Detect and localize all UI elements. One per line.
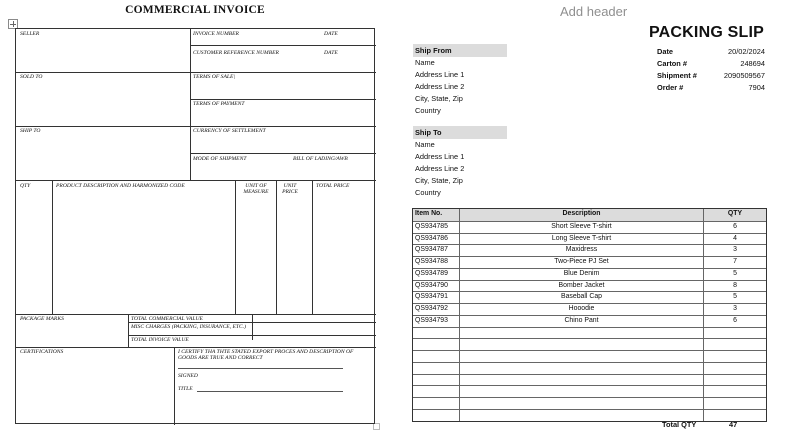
sold-to-label: SOLD TO bbox=[20, 74, 43, 80]
item-no-cell bbox=[413, 363, 460, 374]
items-table bbox=[412, 208, 767, 422]
add-header-placeholder[interactable]: Add header bbox=[560, 4, 628, 19]
table-row bbox=[413, 315, 766, 327]
description-cell bbox=[460, 328, 704, 339]
item-no-cell bbox=[413, 339, 460, 350]
description-cell: Two-Piece PJ Set bbox=[460, 257, 704, 268]
address-line: Country bbox=[415, 188, 441, 197]
qty-cell: 5 bbox=[733, 269, 737, 277]
divider bbox=[16, 180, 376, 181]
description-header: Description bbox=[460, 209, 704, 221]
description-cell: Maxidress bbox=[460, 245, 704, 256]
item-no-cell: QS934786 bbox=[413, 234, 460, 245]
commercial-invoice-title: COMMERCIAL INVOICE bbox=[125, 4, 265, 16]
divider bbox=[16, 126, 376, 127]
mode-of-shipment-label: MODE OF SHIPMENT bbox=[193, 156, 247, 162]
table-row bbox=[413, 303, 766, 315]
ship-to-address bbox=[415, 139, 464, 199]
item-no-cell: QS934785 bbox=[413, 222, 460, 233]
qty-header: QTY bbox=[20, 183, 31, 189]
divider bbox=[190, 153, 376, 154]
qty-cell: 7 bbox=[733, 258, 737, 265]
qty-cell bbox=[704, 328, 766, 339]
table-row bbox=[413, 350, 766, 362]
description-cell: Bomber Jacket bbox=[460, 281, 704, 292]
qty-cell bbox=[704, 363, 766, 374]
commercial-invoice-form bbox=[15, 28, 375, 424]
unit-price-header: UNIT PRICE bbox=[282, 183, 298, 195]
bill-of-lading-label: BILL OF LADING/AWB bbox=[293, 156, 348, 162]
table-row bbox=[413, 233, 766, 245]
ship-from-address bbox=[415, 57, 464, 117]
qty-cell bbox=[704, 375, 766, 386]
total-commercial-value-label: TOTAL COMMERCIAL VALUE bbox=[131, 316, 203, 322]
divider bbox=[16, 347, 376, 348]
certify-statement: I CERTIFY THA THTE STATED EXPORT PROCES AND DESCRIPTION OF GOODS ARE TRUE AND CORRECT bbox=[178, 349, 354, 361]
qty-cell: 4 bbox=[733, 234, 737, 242]
table-header-row bbox=[413, 209, 766, 221]
item-no-cell bbox=[413, 375, 460, 386]
address-line: Name bbox=[415, 140, 435, 149]
item-no-cell bbox=[413, 410, 460, 421]
description-cell: Short Sleeve T-shirt bbox=[460, 222, 704, 233]
divider bbox=[190, 29, 191, 180]
divider bbox=[190, 45, 376, 46]
item-no-cell bbox=[413, 328, 460, 339]
total-invoice-value-label: TOTAL INVOICE VALUE bbox=[131, 337, 189, 343]
table-row bbox=[413, 409, 766, 421]
description-cell bbox=[460, 386, 704, 397]
table-resize-handle[interactable] bbox=[373, 423, 380, 430]
date-label-2: DATE bbox=[324, 50, 338, 56]
date-label: DATE bbox=[324, 31, 338, 37]
description-cell bbox=[460, 375, 704, 386]
customer-reference-label: CUSTOMER REFERENCE NUMBER bbox=[193, 50, 279, 56]
invoice-number-label: INVOICE NUMBER bbox=[193, 31, 239, 37]
meta-row-shipment: Shipment # 2090509567 bbox=[657, 71, 765, 80]
address-line: Address Line 1 bbox=[415, 70, 465, 79]
item-no-cell bbox=[413, 351, 460, 362]
qty-cell: 8 bbox=[733, 281, 737, 289]
description-cell bbox=[460, 351, 704, 362]
divider bbox=[16, 72, 376, 73]
qty-cell: 3 bbox=[733, 246, 737, 254]
packing-slip-meta bbox=[657, 46, 765, 94]
title-line bbox=[197, 391, 343, 392]
title-label: TITLE bbox=[178, 386, 193, 392]
divider bbox=[128, 314, 129, 347]
address-line: City, State, Zip bbox=[415, 94, 463, 103]
description-cell bbox=[460, 363, 704, 374]
currency-label: CURRENCY OF SETTLEMENT bbox=[193, 128, 266, 134]
item-no-cell: QS934787 bbox=[413, 245, 460, 256]
terms-of-payment-label: TERMS OF PAYMENT bbox=[193, 101, 245, 107]
signed-label: SIGNED bbox=[178, 373, 198, 379]
qty-cell bbox=[704, 398, 766, 409]
divider bbox=[128, 335, 376, 336]
total-qty-value: 47 bbox=[729, 420, 738, 429]
description-cell bbox=[460, 410, 704, 421]
item-no-cell: QS934793 bbox=[413, 316, 460, 327]
item-no-header: Item No. bbox=[413, 209, 460, 221]
signature-line bbox=[178, 368, 343, 369]
table-row bbox=[413, 362, 766, 374]
qty-header: QTY bbox=[727, 210, 743, 217]
qty-cell bbox=[704, 339, 766, 350]
product-description-header: PRODUCT DESCRIPTION AND HARMONIZED CODE bbox=[56, 183, 185, 189]
address-line: Address Line 2 bbox=[415, 164, 465, 173]
item-no-cell bbox=[413, 398, 460, 409]
table-row bbox=[413, 327, 766, 339]
terms-of-sale-label: TERMS OF SALE| bbox=[193, 74, 235, 80]
address-line: Country bbox=[415, 106, 441, 115]
divider bbox=[235, 180, 236, 314]
address-line: Name bbox=[415, 58, 435, 67]
divider bbox=[174, 347, 175, 425]
divider bbox=[128, 322, 376, 323]
divider bbox=[190, 99, 376, 100]
meta-row-carton: Carton # 248694 bbox=[657, 59, 765, 68]
divider bbox=[312, 180, 313, 314]
description-cell: Long Sleeve T-shirt bbox=[460, 234, 704, 245]
item-no-cell: QS934789 bbox=[413, 269, 460, 280]
table-row bbox=[413, 268, 766, 280]
qty-cell bbox=[704, 410, 766, 421]
table-row bbox=[413, 397, 766, 409]
divider bbox=[252, 314, 253, 340]
description-cell bbox=[460, 339, 704, 350]
qty-cell bbox=[704, 386, 766, 397]
ship-to-heading: Ship To bbox=[413, 126, 507, 139]
meta-row-order: Order # 7904 bbox=[657, 83, 765, 92]
ship-to-label: SHIP TO bbox=[20, 128, 41, 134]
misc-charges-label: MISC CHARGES (PACKING, INSURANCE, ETC.) bbox=[131, 324, 247, 330]
item-no-cell bbox=[413, 386, 460, 397]
description-cell bbox=[460, 398, 704, 409]
total-qty-label: Total QTY bbox=[662, 420, 697, 429]
seller-label: SELLER bbox=[20, 31, 40, 37]
table-row bbox=[413, 244, 766, 256]
table-row bbox=[413, 291, 766, 303]
address-line: City, State, Zip bbox=[415, 176, 463, 185]
divider bbox=[276, 180, 277, 314]
description-cell: Baseball Cap bbox=[460, 292, 704, 303]
table-row bbox=[413, 221, 766, 233]
qty-cell: 3 bbox=[733, 305, 737, 312]
address-line: Address Line 1 bbox=[415, 152, 465, 161]
item-no-cell: QS934792 bbox=[413, 304, 460, 315]
item-no-cell: QS934791 bbox=[413, 292, 460, 303]
address-line: Address Line 2 bbox=[415, 82, 465, 91]
unit-of-measure-header: UNIT OF MEASURE bbox=[243, 183, 269, 195]
divider bbox=[16, 314, 376, 315]
packing-slip-title: PACKING SLIP bbox=[648, 24, 764, 41]
table-row bbox=[413, 256, 766, 268]
package-marks-label: PACKAGE MARKS bbox=[20, 316, 64, 322]
table-row bbox=[413, 338, 766, 350]
item-no-cell: QS934790 bbox=[413, 281, 460, 292]
qty-cell: 5 bbox=[733, 293, 737, 301]
description-cell: Chino Pant bbox=[460, 316, 704, 327]
divider bbox=[52, 180, 53, 314]
table-row bbox=[413, 374, 766, 386]
description-cell: Hooodie bbox=[460, 304, 704, 315]
table-row bbox=[413, 280, 766, 292]
total-price-header: TOTAL PRICE bbox=[316, 183, 350, 189]
description-cell: Blue Denim bbox=[460, 269, 704, 280]
qty-cell bbox=[704, 351, 766, 362]
item-no-cell: QS934788 bbox=[413, 257, 460, 268]
certifications-label: CERTIFICATIONS bbox=[20, 349, 64, 355]
meta-row-date: Date 20/02/2024 bbox=[657, 47, 765, 56]
qty-cell: 6 bbox=[733, 222, 737, 230]
table-row bbox=[413, 385, 766, 397]
qty-cell: 6 bbox=[733, 316, 737, 324]
ship-from-heading: Ship From bbox=[413, 44, 507, 57]
